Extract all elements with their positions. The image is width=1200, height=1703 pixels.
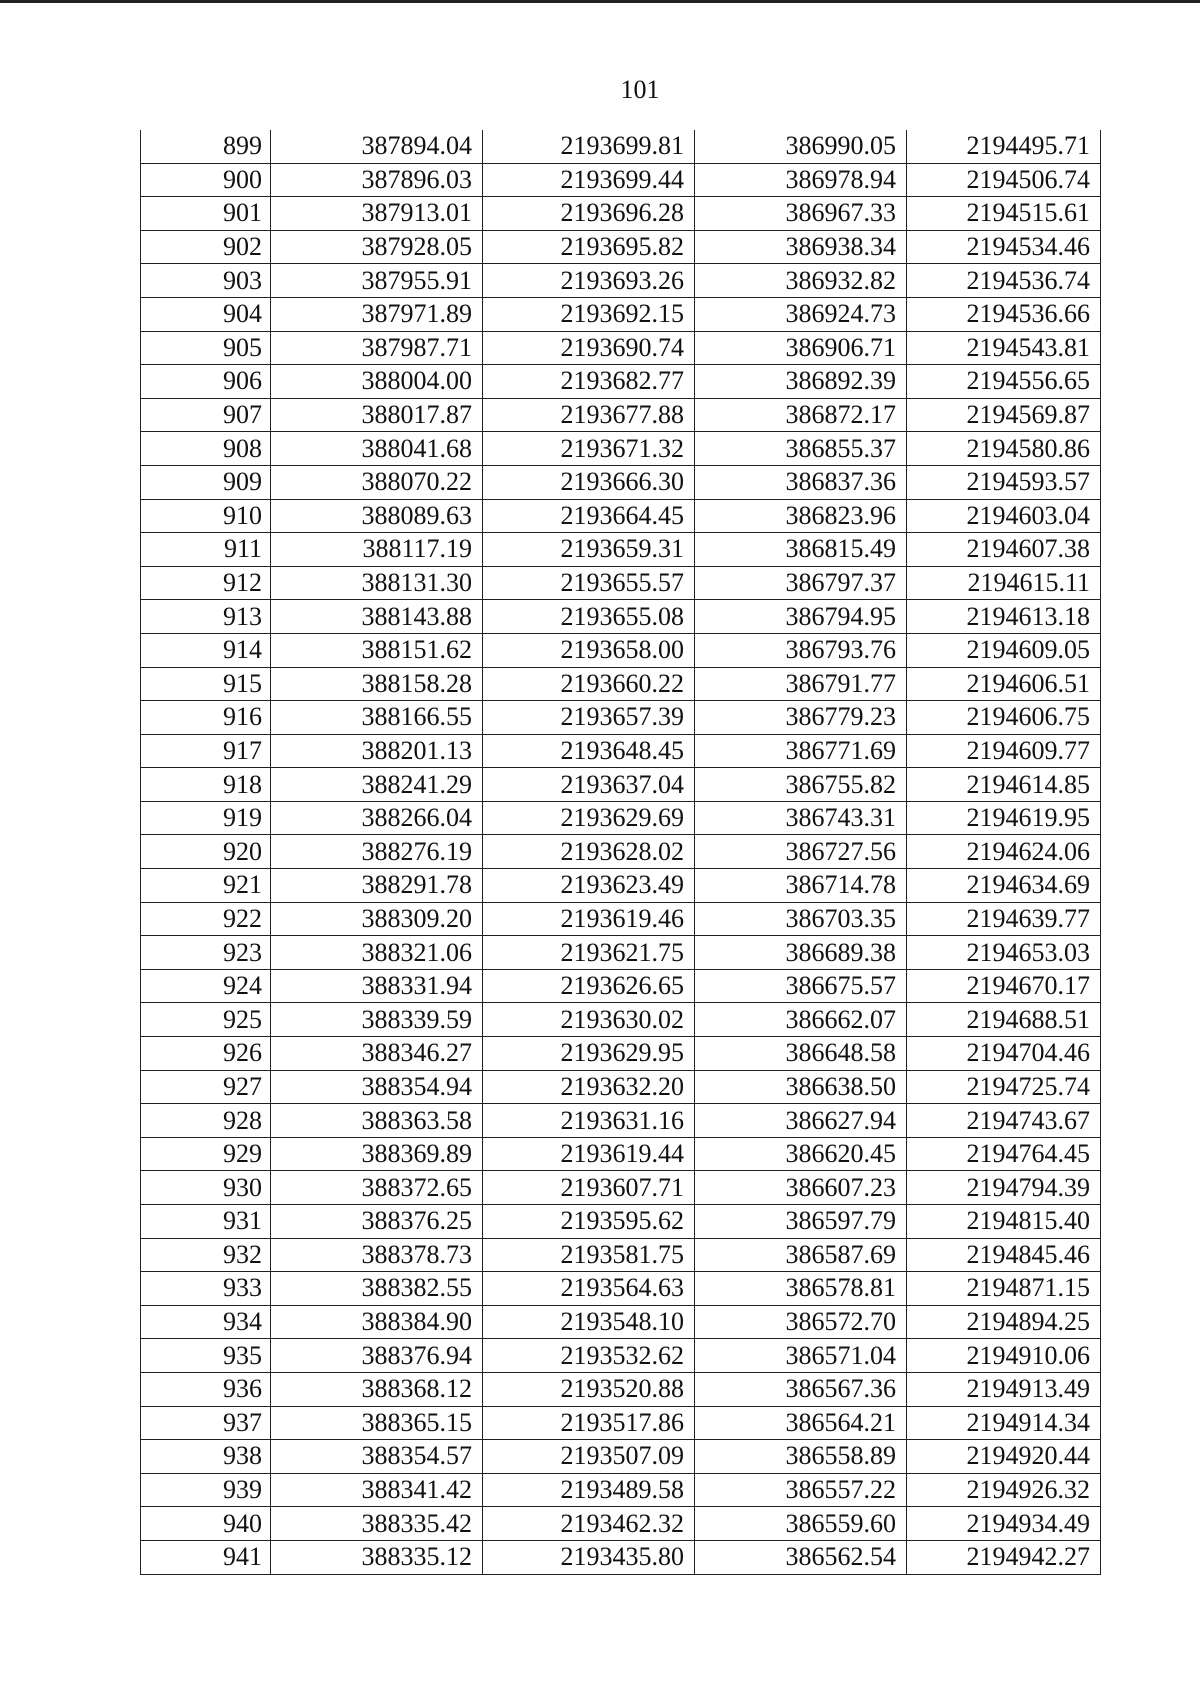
table-row	[141, 465, 1101, 499]
x2-cell: 386990.05	[695, 130, 907, 163]
y1-cell: 2193520.88	[483, 1372, 695, 1406]
y1-cell: 2193517.86	[483, 1406, 695, 1440]
x1-cell: 388166.55	[271, 701, 483, 735]
x1-cell: 388266.04	[271, 801, 483, 835]
y1-cell: 2193693.26	[483, 264, 695, 298]
x2-cell: 386727.56	[695, 835, 907, 869]
x2-cell: 386578.81	[695, 1272, 907, 1306]
y1-cell: 2193655.08	[483, 600, 695, 634]
y2-cell: 2194670.17	[907, 969, 1101, 1003]
y2-cell: 2194913.49	[907, 1372, 1101, 1406]
y2-cell: 2194613.18	[907, 600, 1101, 634]
x2-cell: 386572.70	[695, 1305, 907, 1339]
table-row	[141, 197, 1101, 231]
y1-cell: 2193623.49	[483, 869, 695, 903]
y1-cell: 2193682.77	[483, 365, 695, 399]
y2-cell: 2194614.85	[907, 768, 1101, 802]
table-row	[141, 432, 1101, 466]
point-number-cell: 916	[141, 701, 271, 735]
x1-cell: 388321.06	[271, 936, 483, 970]
table-row	[141, 1104, 1101, 1138]
x1-cell: 388372.65	[271, 1171, 483, 1205]
x1-cell: 388384.90	[271, 1305, 483, 1339]
y2-cell: 2194914.34	[907, 1406, 1101, 1440]
y2-cell: 2194606.51	[907, 667, 1101, 701]
y1-cell: 2193696.28	[483, 197, 695, 231]
point-number-cell: 918	[141, 768, 271, 802]
x2-cell: 386872.17	[695, 398, 907, 432]
table-row	[141, 398, 1101, 432]
table-row	[141, 1272, 1101, 1306]
x2-cell: 386587.69	[695, 1238, 907, 1272]
x1-cell: 388331.94	[271, 969, 483, 1003]
point-number-cell: 931	[141, 1205, 271, 1239]
table-row	[141, 667, 1101, 701]
point-number-cell: 904	[141, 297, 271, 331]
y1-cell: 2193695.82	[483, 230, 695, 264]
point-number-cell: 913	[141, 600, 271, 634]
table-row	[141, 969, 1101, 1003]
x1-cell: 387928.05	[271, 230, 483, 264]
point-number-cell: 929	[141, 1137, 271, 1171]
y1-cell: 2193648.45	[483, 734, 695, 768]
y1-cell: 2193632.20	[483, 1070, 695, 1104]
x2-cell: 386638.50	[695, 1070, 907, 1104]
point-number-cell: 908	[141, 432, 271, 466]
x2-cell: 386743.31	[695, 801, 907, 835]
table-row	[141, 1205, 1101, 1239]
table-row	[141, 1238, 1101, 1272]
table-row	[141, 566, 1101, 600]
x2-cell: 386703.35	[695, 902, 907, 936]
y2-cell: 2194609.05	[907, 633, 1101, 667]
y2-cell: 2194624.06	[907, 835, 1101, 869]
y2-cell: 2194615.11	[907, 566, 1101, 600]
point-number-cell: 900	[141, 163, 271, 197]
y2-cell: 2194634.69	[907, 869, 1101, 903]
table-row	[141, 1070, 1101, 1104]
point-number-cell: 941	[141, 1540, 271, 1574]
x2-cell: 386967.33	[695, 197, 907, 231]
y2-cell: 2194543.81	[907, 331, 1101, 365]
table-row	[141, 1137, 1101, 1171]
table-row	[141, 533, 1101, 567]
point-number-cell: 925	[141, 1003, 271, 1037]
point-number-cell: 902	[141, 230, 271, 264]
point-number-cell: 906	[141, 365, 271, 399]
point-number-cell: 922	[141, 902, 271, 936]
point-number-cell: 909	[141, 465, 271, 499]
x1-cell: 388365.15	[271, 1406, 483, 1440]
table-row	[141, 734, 1101, 768]
x2-cell: 386797.37	[695, 566, 907, 600]
x1-cell: 388017.87	[271, 398, 483, 432]
y1-cell: 2193595.62	[483, 1205, 695, 1239]
y2-cell: 2194942.27	[907, 1540, 1101, 1574]
x1-cell: 388291.78	[271, 869, 483, 903]
x1-cell: 388151.62	[271, 633, 483, 667]
y1-cell: 2193564.63	[483, 1272, 695, 1306]
x1-cell: 388070.22	[271, 465, 483, 499]
y1-cell: 2193677.88	[483, 398, 695, 432]
y2-cell: 2194920.44	[907, 1440, 1101, 1474]
y2-cell: 2194619.95	[907, 801, 1101, 835]
y1-cell: 2193607.71	[483, 1171, 695, 1205]
x1-cell: 388378.73	[271, 1238, 483, 1272]
x1-cell: 388368.12	[271, 1372, 483, 1406]
y2-cell: 2194606.75	[907, 701, 1101, 735]
table-row	[141, 869, 1101, 903]
y2-cell: 2194609.77	[907, 734, 1101, 768]
y1-cell: 2193489.58	[483, 1473, 695, 1507]
y1-cell: 2193630.02	[483, 1003, 695, 1037]
y1-cell: 2193628.02	[483, 835, 695, 869]
x1-cell: 388276.19	[271, 835, 483, 869]
coordinate-table-container	[140, 130, 1100, 1575]
x2-cell: 386906.71	[695, 331, 907, 365]
x2-cell: 386675.57	[695, 969, 907, 1003]
table-row	[141, 1440, 1101, 1474]
point-number-cell: 920	[141, 835, 271, 869]
y2-cell: 2194607.38	[907, 533, 1101, 567]
point-number-cell: 926	[141, 1037, 271, 1071]
point-number-cell: 935	[141, 1339, 271, 1373]
y1-cell: 2193657.39	[483, 701, 695, 735]
y1-cell: 2193629.95	[483, 1037, 695, 1071]
y2-cell: 2194534.46	[907, 230, 1101, 264]
y2-cell: 2194894.25	[907, 1305, 1101, 1339]
point-number-cell: 917	[141, 734, 271, 768]
point-number-cell: 938	[141, 1440, 271, 1474]
point-number-cell: 907	[141, 398, 271, 432]
table-row	[141, 600, 1101, 634]
x2-cell: 386815.49	[695, 533, 907, 567]
y2-cell: 2194569.87	[907, 398, 1101, 432]
x1-cell: 388376.25	[271, 1205, 483, 1239]
y1-cell: 2193671.32	[483, 432, 695, 466]
y1-cell: 2193626.65	[483, 969, 695, 1003]
y2-cell: 2194845.46	[907, 1238, 1101, 1272]
y2-cell: 2194926.32	[907, 1473, 1101, 1507]
x2-cell: 386557.22	[695, 1473, 907, 1507]
coordinate-table	[140, 130, 1101, 1575]
y1-cell: 2193507.09	[483, 1440, 695, 1474]
x2-cell: 386714.78	[695, 869, 907, 903]
x2-cell: 386559.60	[695, 1507, 907, 1541]
table-row	[141, 633, 1101, 667]
y2-cell: 2194653.03	[907, 936, 1101, 970]
x2-cell: 386791.77	[695, 667, 907, 701]
point-number-cell: 936	[141, 1372, 271, 1406]
point-number-cell: 924	[141, 969, 271, 1003]
table-row	[141, 801, 1101, 835]
x2-cell: 386597.79	[695, 1205, 907, 1239]
x2-cell: 386571.04	[695, 1339, 907, 1373]
x1-cell: 388117.19	[271, 533, 483, 567]
x1-cell: 388158.28	[271, 667, 483, 701]
y1-cell: 2193619.44	[483, 1137, 695, 1171]
y1-cell: 2193699.81	[483, 130, 695, 163]
x1-cell: 387913.01	[271, 197, 483, 231]
x2-cell: 386855.37	[695, 432, 907, 466]
x2-cell: 386648.58	[695, 1037, 907, 1071]
y1-cell: 2193435.80	[483, 1540, 695, 1574]
y1-cell: 2193621.75	[483, 936, 695, 970]
table-row	[141, 768, 1101, 802]
table-row	[141, 297, 1101, 331]
x1-cell: 388335.42	[271, 1507, 483, 1541]
point-number-cell: 899	[141, 130, 271, 163]
point-number-cell: 927	[141, 1070, 271, 1104]
table-row	[141, 1406, 1101, 1440]
x2-cell: 386662.07	[695, 1003, 907, 1037]
table-row	[141, 1037, 1101, 1071]
point-number-cell: 911	[141, 533, 271, 567]
x2-cell: 386823.96	[695, 499, 907, 533]
x1-cell: 388382.55	[271, 1272, 483, 1306]
y1-cell: 2193462.32	[483, 1507, 695, 1541]
table-row	[141, 1372, 1101, 1406]
y1-cell: 2193548.10	[483, 1305, 695, 1339]
y1-cell: 2193660.22	[483, 667, 695, 701]
table-row	[141, 902, 1101, 936]
y2-cell: 2194815.40	[907, 1205, 1101, 1239]
coordinate-table-body	[141, 130, 1101, 1574]
table-row	[141, 163, 1101, 197]
y1-cell: 2193690.74	[483, 331, 695, 365]
y1-cell: 2193619.46	[483, 902, 695, 936]
x2-cell: 386558.89	[695, 1440, 907, 1474]
table-row	[141, 499, 1101, 533]
page-number: 101	[620, 75, 660, 104]
point-number-cell: 921	[141, 869, 271, 903]
x2-cell: 386771.69	[695, 734, 907, 768]
point-number-cell: 914	[141, 633, 271, 667]
table-row	[141, 365, 1101, 399]
x2-cell: 386562.54	[695, 1540, 907, 1574]
y1-cell: 2193664.45	[483, 499, 695, 533]
y2-cell: 2194871.15	[907, 1272, 1101, 1306]
y2-cell: 2194764.45	[907, 1137, 1101, 1171]
table-row	[141, 1003, 1101, 1037]
y2-cell: 2194934.49	[907, 1507, 1101, 1541]
table-row	[141, 835, 1101, 869]
point-number-cell: 903	[141, 264, 271, 298]
y1-cell: 2193666.30	[483, 465, 695, 499]
x1-cell: 388201.13	[271, 734, 483, 768]
y1-cell: 2193532.62	[483, 1339, 695, 1373]
y1-cell: 2193629.69	[483, 801, 695, 835]
x2-cell: 386779.23	[695, 701, 907, 735]
x1-cell: 387894.04	[271, 130, 483, 163]
y2-cell: 2194593.57	[907, 465, 1101, 499]
x2-cell: 386564.21	[695, 1406, 907, 1440]
x1-cell: 388143.88	[271, 600, 483, 634]
table-row	[141, 1339, 1101, 1373]
x1-cell: 388004.00	[271, 365, 483, 399]
y1-cell: 2193699.44	[483, 163, 695, 197]
x2-cell: 386607.23	[695, 1171, 907, 1205]
x2-cell: 386755.82	[695, 768, 907, 802]
y2-cell: 2194495.71	[907, 130, 1101, 163]
point-number-cell: 910	[141, 499, 271, 533]
table-row	[141, 1540, 1101, 1574]
y2-cell: 2194580.86	[907, 432, 1101, 466]
x1-cell: 388241.29	[271, 768, 483, 802]
x2-cell: 386620.45	[695, 1137, 907, 1171]
table-row	[141, 230, 1101, 264]
table-row	[141, 130, 1101, 163]
y2-cell: 2194743.67	[907, 1104, 1101, 1138]
table-row	[141, 264, 1101, 298]
x1-cell: 388335.12	[271, 1540, 483, 1574]
x1-cell: 387896.03	[271, 163, 483, 197]
y2-cell: 2194725.74	[907, 1070, 1101, 1104]
x1-cell: 387987.71	[271, 331, 483, 365]
point-number-cell: 915	[141, 667, 271, 701]
y2-cell: 2194688.51	[907, 1003, 1101, 1037]
y2-cell: 2194639.77	[907, 902, 1101, 936]
x2-cell: 386794.95	[695, 600, 907, 634]
y2-cell: 2194536.66	[907, 297, 1101, 331]
table-row	[141, 331, 1101, 365]
y1-cell: 2193655.57	[483, 566, 695, 600]
y2-cell: 2194794.39	[907, 1171, 1101, 1205]
point-number-cell: 932	[141, 1238, 271, 1272]
x1-cell: 388354.57	[271, 1440, 483, 1474]
x2-cell: 386567.36	[695, 1372, 907, 1406]
point-number-cell: 937	[141, 1406, 271, 1440]
x1-cell: 388309.20	[271, 902, 483, 936]
x2-cell: 386924.73	[695, 297, 907, 331]
x2-cell: 386978.94	[695, 163, 907, 197]
x1-cell: 388131.30	[271, 566, 483, 600]
x1-cell: 387971.89	[271, 297, 483, 331]
point-number-cell: 919	[141, 801, 271, 835]
x1-cell: 388041.68	[271, 432, 483, 466]
y1-cell: 2193637.04	[483, 768, 695, 802]
point-number-cell: 930	[141, 1171, 271, 1205]
x2-cell: 386837.36	[695, 465, 907, 499]
x2-cell: 386627.94	[695, 1104, 907, 1138]
x2-cell: 386689.38	[695, 936, 907, 970]
table-row	[141, 1507, 1101, 1541]
point-number-cell: 933	[141, 1272, 271, 1306]
table-row	[141, 1171, 1101, 1205]
x2-cell: 386932.82	[695, 264, 907, 298]
point-number-cell: 928	[141, 1104, 271, 1138]
y2-cell: 2194910.06	[907, 1339, 1101, 1373]
point-number-cell: 923	[141, 936, 271, 970]
point-number-cell: 901	[141, 197, 271, 231]
y2-cell: 2194506.74	[907, 163, 1101, 197]
table-row	[141, 701, 1101, 735]
x1-cell: 388346.27	[271, 1037, 483, 1071]
y1-cell: 2193581.75	[483, 1238, 695, 1272]
y1-cell: 2193692.15	[483, 297, 695, 331]
table-row	[141, 1305, 1101, 1339]
x2-cell: 386938.34	[695, 230, 907, 264]
x1-cell: 388363.58	[271, 1104, 483, 1138]
x1-cell: 388341.42	[271, 1473, 483, 1507]
x1-cell: 388369.89	[271, 1137, 483, 1171]
y2-cell: 2194515.61	[907, 197, 1101, 231]
x1-cell: 388089.63	[271, 499, 483, 533]
y2-cell: 2194603.04	[907, 499, 1101, 533]
y2-cell: 2194704.46	[907, 1037, 1101, 1071]
point-number-cell: 934	[141, 1305, 271, 1339]
y1-cell: 2193631.16	[483, 1104, 695, 1138]
x2-cell: 386793.76	[695, 633, 907, 667]
x1-cell: 387955.91	[271, 264, 483, 298]
y2-cell: 2194556.65	[907, 365, 1101, 399]
top-border-rule	[0, 0, 1200, 3]
point-number-cell: 940	[141, 1507, 271, 1541]
x1-cell: 388339.59	[271, 1003, 483, 1037]
table-row	[141, 936, 1101, 970]
point-number-cell: 939	[141, 1473, 271, 1507]
x2-cell: 386892.39	[695, 365, 907, 399]
y1-cell: 2193659.31	[483, 533, 695, 567]
x1-cell: 388376.94	[271, 1339, 483, 1373]
table-row	[141, 1473, 1101, 1507]
point-number-cell: 905	[141, 331, 271, 365]
point-number-cell: 912	[141, 566, 271, 600]
y2-cell: 2194536.74	[907, 264, 1101, 298]
x1-cell: 388354.94	[271, 1070, 483, 1104]
y1-cell: 2193658.00	[483, 633, 695, 667]
